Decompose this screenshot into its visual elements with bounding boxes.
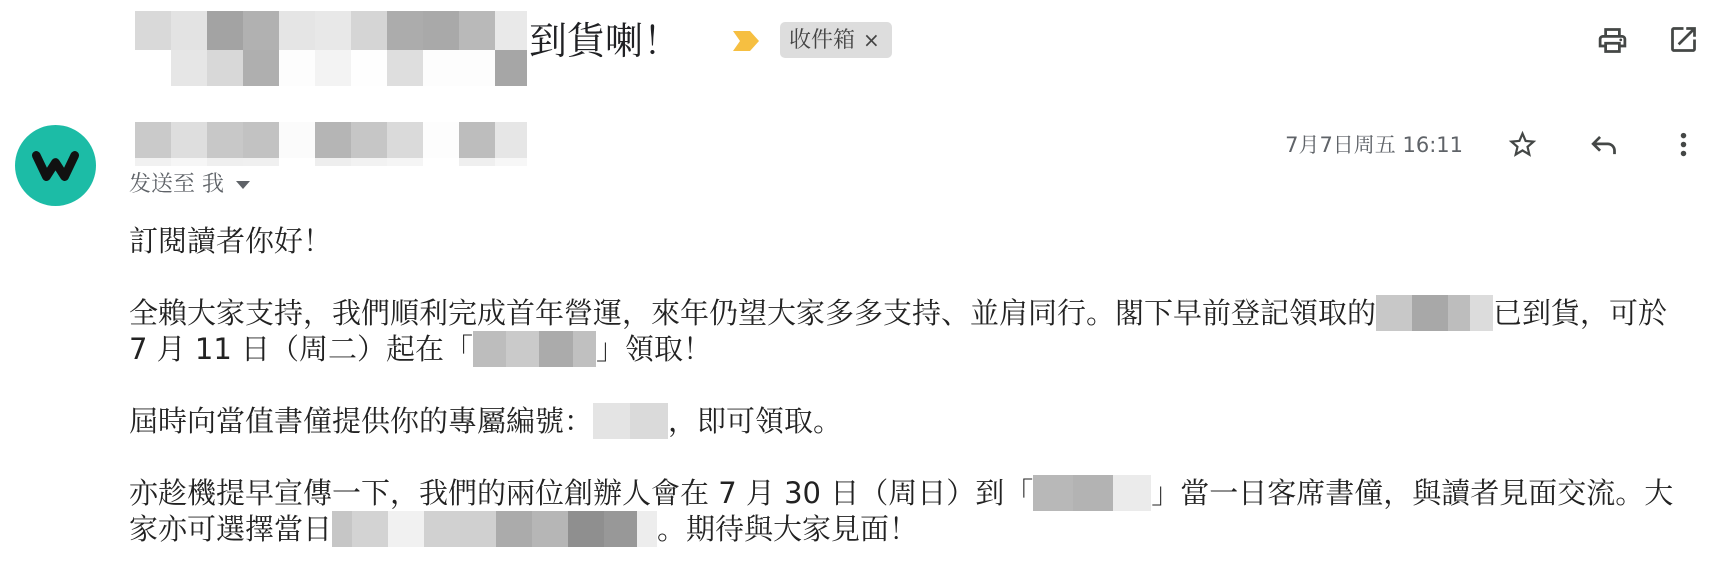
body-text: 屆時向當值書僮提供你的專屬編號： bbox=[129, 404, 594, 438]
star-icon bbox=[1506, 128, 1539, 161]
redacted-mosaic-row bbox=[135, 122, 527, 158]
redacted-mosaic-row bbox=[135, 158, 527, 166]
body-text: 亦趁機提早宣傳一下，我們的兩位創辦人會在 7 月 30 日（周日）到「 bbox=[129, 476, 1034, 510]
more-options-button[interactable] bbox=[1667, 128, 1700, 161]
important-marker-icon[interactable] bbox=[733, 30, 760, 52]
redacted-block bbox=[473, 331, 596, 367]
body-text: 」當一日客席書僮，與讀者見面交流。大 bbox=[1151, 476, 1674, 510]
recipient-text: 发送至 我 bbox=[129, 172, 224, 197]
body-text: 。期待與大家見面！ bbox=[657, 512, 919, 546]
redacted-block bbox=[593, 403, 668, 439]
greeting: 訂閱讀者你好！ bbox=[129, 224, 333, 258]
paragraph-3-line-1 bbox=[129, 475, 1673, 511]
important-marker-fill bbox=[733, 31, 759, 51]
body-text: 」領取！ bbox=[596, 332, 713, 366]
open-in-new-icon bbox=[1667, 23, 1700, 56]
reply-icon bbox=[1587, 128, 1620, 161]
paragraph-1-line-1 bbox=[129, 295, 1673, 331]
body-text: 7 月 11 日（周二）起在「 bbox=[129, 332, 474, 366]
body-text: 全賴大家支持，我們順利完成首年營運，來年仍望大家多多支持、並肩同行。閣下早前登記領取的 bbox=[129, 296, 1377, 330]
important-marker-shape bbox=[733, 30, 760, 52]
redacted-block bbox=[332, 511, 657, 547]
redacted-mosaic-row bbox=[135, 11, 527, 50]
star-button[interactable] bbox=[1506, 128, 1539, 161]
paragraph-2-line-1 bbox=[129, 403, 1673, 439]
redacted-mosaic-row bbox=[135, 50, 527, 86]
body-text: 已到貨，可於 bbox=[1493, 296, 1668, 330]
avatar[interactable] bbox=[15, 125, 96, 206]
sender-redacted-block bbox=[135, 122, 527, 166]
paragraph-3-line-2 bbox=[129, 511, 1673, 547]
subject-title: 到貨喇！ bbox=[529, 19, 682, 63]
redacted-block bbox=[1376, 295, 1493, 331]
message-body bbox=[129, 223, 1673, 547]
body-text: 家亦可選擇當日 bbox=[129, 512, 333, 546]
redacted-block bbox=[1033, 475, 1151, 511]
recipient-details-toggle[interactable] bbox=[129, 171, 252, 199]
subject-redacted-block bbox=[135, 11, 527, 86]
label-chip-text: 收件箱 bbox=[789, 28, 856, 53]
sender-logo bbox=[15, 125, 96, 206]
message-date: 7月7日周五 16:11 bbox=[1285, 133, 1463, 157]
print-button[interactable] bbox=[1596, 24, 1629, 57]
reply-button[interactable] bbox=[1587, 128, 1620, 161]
paragraph-1-line-2 bbox=[129, 331, 1673, 367]
open-in-new-window-button[interactable] bbox=[1667, 23, 1700, 56]
remove-label-button[interactable]: × bbox=[863, 28, 880, 52]
print-icon bbox=[1596, 24, 1629, 57]
label-chip-inbox[interactable] bbox=[780, 22, 892, 58]
chevron-down-icon bbox=[234, 179, 252, 191]
more-vert-icon bbox=[1667, 128, 1700, 161]
body-text: ，即可領取。 bbox=[668, 404, 843, 438]
